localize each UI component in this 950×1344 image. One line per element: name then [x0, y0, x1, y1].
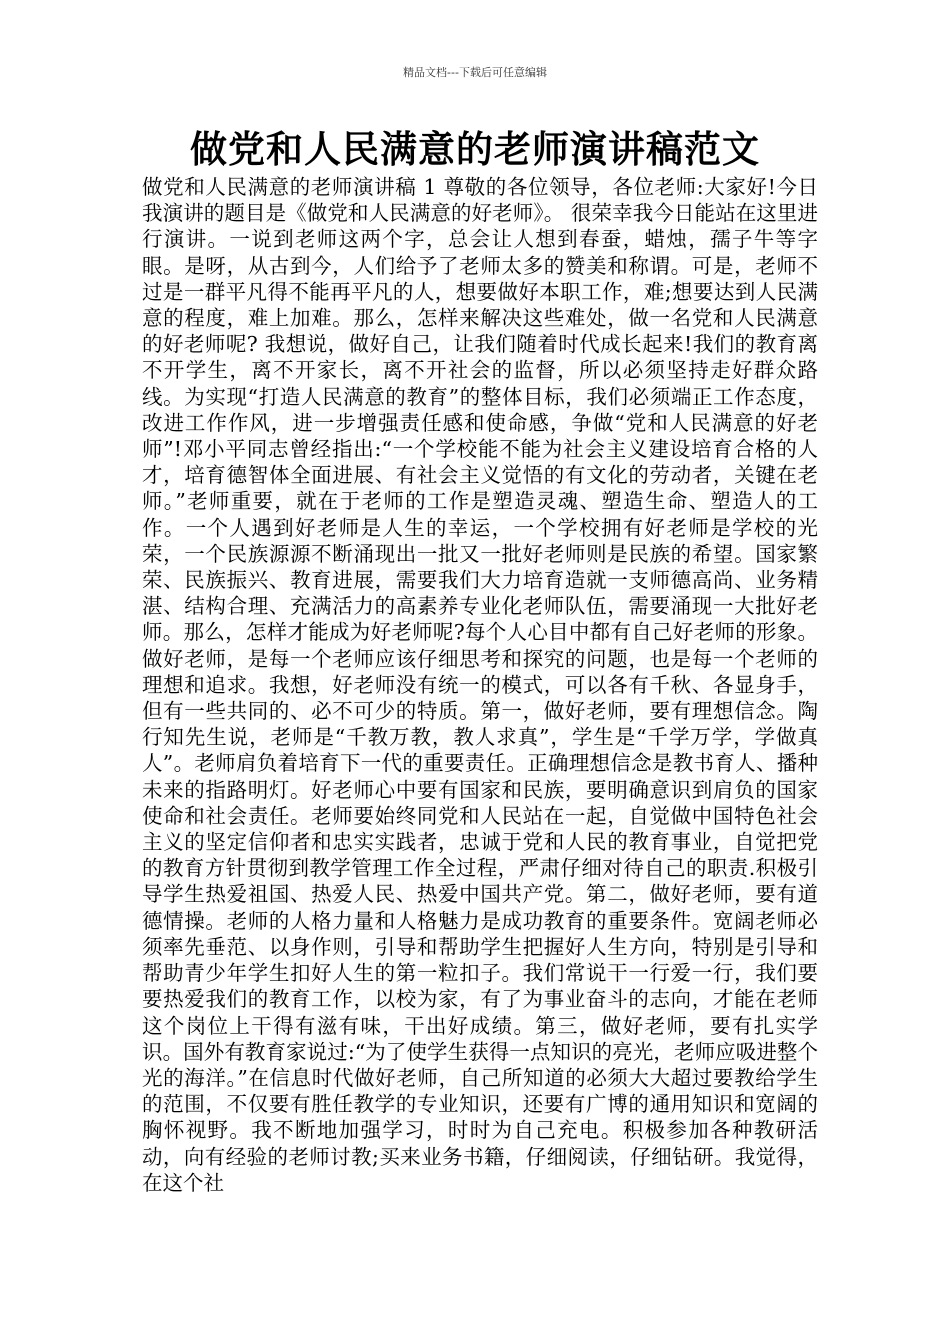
document-body: 做党和人民满意的老师演讲稿 1 尊敬的各位领导，各位老师:大家好!今日我演讲的题目是《做党和人民满意的好老师》。 很荣幸我今日能站在这里进行演讲。一说到老师这两个字，总会让人想到春蚕，蜡烛，孺子牛等字眼。是呀，从古到今，人们给予了老师太多的赞美和称谓。可是，老师不过是一群平凡得不能再平凡的人，想要做好本职工作，难;想要达到人民满意的程度，难上加难。那么，怎样来解决这些难处，做一名党和人民满意的好老师呢? 我想说，做好自己，让我们随着时代成长起来!我们的教育离不开学生，离不开家长，离不开社会的监督，所以必须坚持走好群众路线。为实现“打造人民满意的教育”的整体目标，我们必须端正工作态度，改进工作作风，进一步增强责任感和使命感，争做“党和人民满意的好老师”!邓小平同志曾经指出:“一个学校能不能为社会主义建设培育合格的人才，培育德智体全面进展、有社会主义觉悟的有文化的劳动者，关键在老师。”老师重要，就在于老师的工作是塑造灵魂、塑造生命、塑造人的工作。一个人遇到好老师是人生的幸运，一个学校拥有好老师是学校的光荣，一个民族源源不断涌现出一批又一批好老师则是民族的希望。国家繁荣、民族振兴、教育进展，需要我们大力培育造就一支师德高尚、业务精湛、结构合理、充满活力的高素养专业化老师队伍，需要涌现一大批好老师。那么，怎样才能成为好老师呢?每个人心目中都有自己好老师的形象。做好老师，是每一个老师应该仔细思考和探究的问题，也是每一个老师的理想和追求。我想，好老师没有统一的模式，可以各有千秋、各显身手，但有一些共同的、必不可少的特质。第一，做好老师，要有理想信念。陶行知先生说，老师是“千教万教，教人求真”，学生是“千学万学，学做真人”。老师肩负着培育下一代的重要责任。正确理想信念是教书育人、播种未来的指路明灯。好老师心中要有国家和民族，要明确意识到肩负的国家使命和社会责任。老师要始终同党和人民站在一起，自觉做中国特色社会主义的坚定信仰者和忠实实践者，忠诚于党和人民的教育事业，自觉把党的教育方针贯彻到教学管理工作全过程，严肃仔细对待自己的职责.积极引导学生热爱祖国、热爱人民、热爱中国共产党。第二，做好老师，要有道德情操。老师的人格力量和人格魅力是成功教育的重要条件。宽阔老师必须率先垂范、以身作则，引导和帮助学生把握好人生方向，特别是引导和帮助青少年学生扣好人生的第一粒扣子。我们常说干一行爱一行，我们要要热爱我们的教育工作，以校为家，有了为事业奋斗的志向，才能在老师这个岗位上干得有滋有味，干出好成绩。第三，做好老师，要有扎实学识。国外有教育家说过:“为了使学生获得一点知识的亮光，老师应吸进整个光的海洋。”在信息时代做好老师，自己所知道的必须大大超过要教给学生的范围，不仅要有胜任教学的专业知识，还要有广博的通用知识和宽阔的胸怀视野。我不断地加强学习，时时为自己充电。积极参加各种教研活动，向有经验的老师讨教;买来业务书籍，仔细阅读，仔细钻研。我觉得，在这个社	[142, 175, 818, 1195]
header-note: 精品文档---下载后可任意编辑	[403, 66, 547, 79]
document-title: 做党和人民满意的老师演讲稿范文	[190, 128, 760, 171]
